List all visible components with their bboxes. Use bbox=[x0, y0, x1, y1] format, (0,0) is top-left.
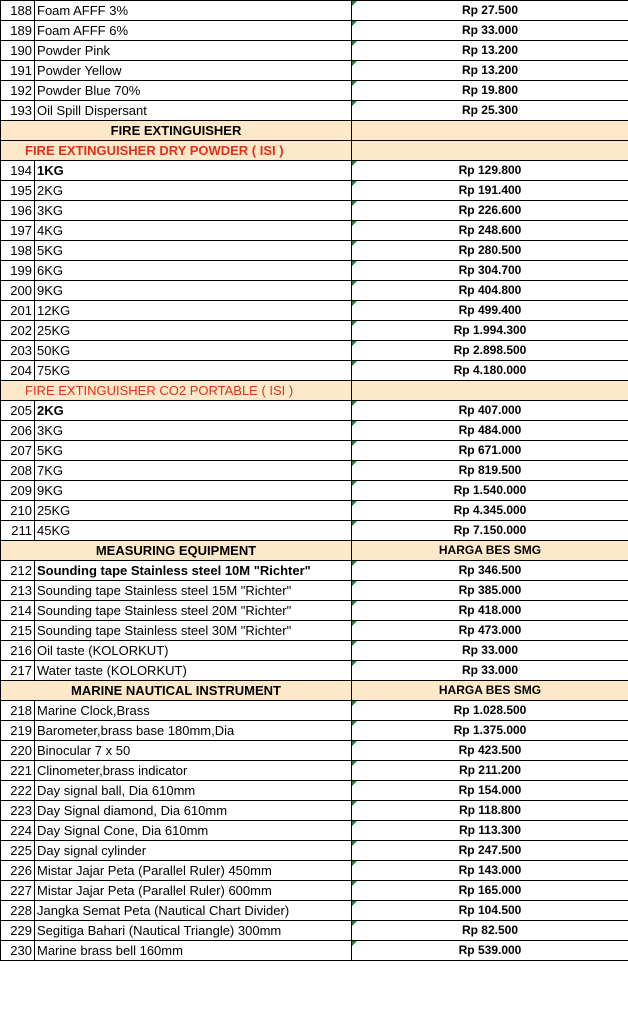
item-name-cell[interactable]: Sounding tape Stainless steel 20M "Richter" bbox=[35, 601, 352, 621]
item-price-cell[interactable]: Rp 211.200 bbox=[352, 761, 628, 781]
table-row bbox=[1, 941, 628, 961]
item-number-cell[interactable]: 226 bbox=[1, 861, 35, 881]
subsection-header-row bbox=[1, 381, 628, 401]
section-header-row bbox=[1, 121, 628, 141]
item-name-cell[interactable]: 5KG bbox=[35, 441, 352, 461]
price-list-body bbox=[1, 1, 628, 961]
item-price-cell[interactable]: Rp 248.600 bbox=[352, 221, 628, 241]
table-row bbox=[1, 281, 628, 301]
item-name-cell[interactable]: 2KG bbox=[35, 181, 352, 201]
section-title-cell[interactable]: FIRE EXTINGUISHER bbox=[1, 121, 352, 141]
subsection-empty-cell[interactable] bbox=[352, 141, 628, 161]
item-number-cell[interactable]: 197 bbox=[1, 221, 35, 241]
table-row bbox=[1, 41, 628, 61]
item-price-cell[interactable]: Rp 143.000 bbox=[352, 861, 628, 881]
item-number-cell[interactable]: 212 bbox=[1, 561, 35, 581]
table-row bbox=[1, 601, 628, 621]
item-number-cell[interactable]: 203 bbox=[1, 341, 35, 361]
table-row bbox=[1, 401, 628, 421]
item-number-cell[interactable]: 209 bbox=[1, 481, 35, 501]
item-price-cell[interactable]: Rp 25.300 bbox=[352, 101, 628, 121]
item-price-cell[interactable]: Rp 473.000 bbox=[352, 621, 628, 641]
item-price-cell[interactable]: Rp 7.150.000 bbox=[352, 521, 628, 541]
item-price-cell[interactable]: Rp 346.500 bbox=[352, 561, 628, 581]
item-name-cell[interactable]: Mistar Jajar Peta (Parallel Ruler) 600mm bbox=[35, 881, 352, 901]
item-price-cell[interactable]: Rp 13.200 bbox=[352, 61, 628, 81]
item-name-cell[interactable]: Segitiga Bahari (Nautical Triangle) 300mm bbox=[35, 921, 352, 941]
item-name-cell[interactable]: Water taste (KOLORKUT) bbox=[35, 661, 352, 681]
section-header-row bbox=[1, 541, 628, 561]
item-number-cell[interactable]: 207 bbox=[1, 441, 35, 461]
item-price-cell[interactable]: Rp 226.600 bbox=[352, 201, 628, 221]
table-row bbox=[1, 821, 628, 841]
item-number-cell[interactable]: 190 bbox=[1, 41, 35, 61]
item-price-cell[interactable]: Rp 404.800 bbox=[352, 281, 628, 301]
item-price-cell[interactable]: Rp 484.000 bbox=[352, 421, 628, 441]
item-price-cell[interactable]: Rp 4.345.000 bbox=[352, 501, 628, 521]
item-price-cell[interactable]: Rp 539.000 bbox=[352, 941, 628, 961]
table-row bbox=[1, 21, 628, 41]
section-title-cell[interactable]: MARINE NAUTICAL INSTRUMENT bbox=[1, 681, 352, 701]
item-number-cell[interactable]: 216 bbox=[1, 641, 35, 661]
item-price-cell[interactable]: Rp 280.500 bbox=[352, 241, 628, 261]
item-name-cell[interactable]: 5KG bbox=[35, 241, 352, 261]
item-name-cell[interactable]: Day signal cylinder bbox=[35, 841, 352, 861]
item-price-cell[interactable]: Rp 104.500 bbox=[352, 901, 628, 921]
item-name-cell[interactable]: 2KG bbox=[35, 401, 352, 421]
item-number-cell[interactable]: 210 bbox=[1, 501, 35, 521]
item-name-cell[interactable]: Powder Yellow bbox=[35, 61, 352, 81]
subsection-empty-cell[interactable] bbox=[352, 381, 628, 401]
item-name-cell[interactable]: Sounding tape Stainless steel 15M "Richter" bbox=[35, 581, 352, 601]
item-price-cell[interactable]: Rp 4.180.000 bbox=[352, 361, 628, 381]
section-price-header-cell[interactable] bbox=[352, 121, 628, 141]
item-number-cell[interactable]: 208 bbox=[1, 461, 35, 481]
item-number-cell[interactable]: 224 bbox=[1, 821, 35, 841]
item-number-cell[interactable]: 211 bbox=[1, 521, 35, 541]
table-row bbox=[1, 861, 628, 881]
item-number-cell[interactable]: 196 bbox=[1, 201, 35, 221]
item-name-cell[interactable]: 75KG bbox=[35, 361, 352, 381]
item-number-cell[interactable]: 191 bbox=[1, 61, 35, 81]
table-row bbox=[1, 741, 628, 761]
table-row bbox=[1, 841, 628, 861]
section-title-cell[interactable]: MEASURING EQUIPMENT bbox=[1, 541, 352, 561]
table-row bbox=[1, 641, 628, 661]
item-name-cell[interactable]: Day signal ball, Dia 610mm bbox=[35, 781, 352, 801]
item-price-cell[interactable]: Rp 1.994.300 bbox=[352, 321, 628, 341]
item-name-cell[interactable]: 50KG bbox=[35, 341, 352, 361]
item-name-cell[interactable]: Day Signal Cone, Dia 610mm bbox=[35, 821, 352, 841]
table-row bbox=[1, 101, 628, 121]
item-price-cell[interactable]: Rp 118.800 bbox=[352, 801, 628, 821]
table-row bbox=[1, 441, 628, 461]
item-name-cell[interactable]: 25KG bbox=[35, 501, 352, 521]
item-name-cell[interactable]: 25KG bbox=[35, 321, 352, 341]
item-name-cell[interactable]: Powder Blue 70% bbox=[35, 81, 352, 101]
item-price-cell[interactable]: Rp 33.000 bbox=[352, 641, 628, 661]
item-number-cell[interactable]: 227 bbox=[1, 881, 35, 901]
item-name-cell[interactable]: Marine brass bell 160mm bbox=[35, 941, 352, 961]
item-number-cell[interactable]: 204 bbox=[1, 361, 35, 381]
item-name-cell[interactable]: Sounding tape Stainless steel 10M "Richter" bbox=[35, 561, 352, 581]
item-price-cell[interactable]: Rp 2.898.500 bbox=[352, 341, 628, 361]
item-name-cell[interactable]: Sounding tape Stainless steel 30M "Richter" bbox=[35, 621, 352, 641]
item-price-cell[interactable]: Rp 1.028.500 bbox=[352, 701, 628, 721]
item-name-cell[interactable]: Mistar Jajar Peta (Parallel Ruler) 450mm bbox=[35, 861, 352, 881]
item-number-cell[interactable]: 198 bbox=[1, 241, 35, 261]
item-number-cell[interactable]: 223 bbox=[1, 801, 35, 821]
table-row bbox=[1, 1, 628, 21]
item-name-cell[interactable]: 4KG bbox=[35, 221, 352, 241]
item-number-cell[interactable]: 215 bbox=[1, 621, 35, 641]
item-price-cell[interactable]: Rp 27.500 bbox=[352, 1, 628, 21]
item-name-cell[interactable]: Oil Spill Dispersant bbox=[35, 101, 352, 121]
item-name-cell[interactable]: Barometer,brass base 180mm,Dia bbox=[35, 721, 352, 741]
table-row bbox=[1, 61, 628, 81]
table-row bbox=[1, 761, 628, 781]
table-row bbox=[1, 261, 628, 281]
item-number-cell[interactable]: 229 bbox=[1, 921, 35, 941]
subsection-title-cell[interactable]: FIRE EXTINGUISHER DRY POWDER ( ISI ) bbox=[1, 141, 352, 161]
item-number-cell[interactable]: 214 bbox=[1, 601, 35, 621]
item-name-cell[interactable]: 9KG bbox=[35, 281, 352, 301]
item-number-cell[interactable]: 193 bbox=[1, 101, 35, 121]
item-name-cell[interactable]: 12KG bbox=[35, 301, 352, 321]
table-row bbox=[1, 301, 628, 321]
item-name-cell[interactable]: Powder Pink bbox=[35, 41, 352, 61]
table-row bbox=[1, 521, 628, 541]
item-number-cell[interactable]: 230 bbox=[1, 941, 35, 961]
subsection-title-cell[interactable]: FIRE EXTINGUISHER CO2 PORTABLE ( ISI ) bbox=[1, 381, 352, 401]
table-row bbox=[1, 721, 628, 741]
table-row bbox=[1, 321, 628, 341]
item-number-cell[interactable]: 205 bbox=[1, 401, 35, 421]
item-number-cell[interactable]: 217 bbox=[1, 661, 35, 681]
item-name-cell[interactable]: 3KG bbox=[35, 201, 352, 221]
table-row bbox=[1, 561, 628, 581]
section-price-header-cell[interactable]: HARGA BES SMG bbox=[352, 541, 628, 561]
item-number-cell[interactable]: 213 bbox=[1, 581, 35, 601]
item-name-cell[interactable]: 6KG bbox=[35, 261, 352, 281]
item-number-cell[interactable]: 222 bbox=[1, 781, 35, 801]
item-name-cell[interactable]: 3KG bbox=[35, 421, 352, 441]
item-number-cell[interactable]: 200 bbox=[1, 281, 35, 301]
item-number-cell[interactable]: 195 bbox=[1, 181, 35, 201]
table-row bbox=[1, 921, 628, 941]
item-price-cell[interactable]: Rp 154.000 bbox=[352, 781, 628, 801]
table-row bbox=[1, 181, 628, 201]
table-row bbox=[1, 781, 628, 801]
item-name-cell[interactable]: Binocular 7 x 50 bbox=[35, 741, 352, 761]
item-number-cell[interactable]: 228 bbox=[1, 901, 35, 921]
item-price-cell[interactable]: Rp 423.500 bbox=[352, 741, 628, 761]
item-number-cell[interactable]: 220 bbox=[1, 741, 35, 761]
item-number-cell[interactable]: 188 bbox=[1, 1, 35, 21]
item-price-cell[interactable]: Rp 129.800 bbox=[352, 161, 628, 181]
item-number-cell[interactable]: 199 bbox=[1, 261, 35, 281]
table-row bbox=[1, 461, 628, 481]
item-name-cell[interactable]: 9KG bbox=[35, 481, 352, 501]
item-name-cell[interactable]: 7KG bbox=[35, 461, 352, 481]
table-row bbox=[1, 201, 628, 221]
item-price-cell[interactable]: Rp 1.375.000 bbox=[352, 721, 628, 741]
item-name-cell[interactable]: Marine Clock,Brass bbox=[35, 701, 352, 721]
item-name-cell[interactable]: 45KG bbox=[35, 521, 352, 541]
item-number-cell[interactable]: 221 bbox=[1, 761, 35, 781]
item-name-cell[interactable]: Oil taste (KOLORKUT) bbox=[35, 641, 352, 661]
item-name-cell[interactable]: 1KG bbox=[35, 161, 352, 181]
subsection-header-row bbox=[1, 141, 628, 161]
table-row bbox=[1, 221, 628, 241]
table-row bbox=[1, 421, 628, 441]
item-number-cell[interactable]: 225 bbox=[1, 841, 35, 861]
item-price-cell[interactable]: Rp 407.000 bbox=[352, 401, 628, 421]
table-row bbox=[1, 581, 628, 601]
item-price-cell[interactable]: Rp 1.540.000 bbox=[352, 481, 628, 501]
table-row bbox=[1, 701, 628, 721]
item-price-cell[interactable]: Rp 385.000 bbox=[352, 581, 628, 601]
item-name-cell[interactable]: Foam AFFF 6% bbox=[35, 21, 352, 41]
table-row bbox=[1, 161, 628, 181]
item-price-cell[interactable]: Rp 671.000 bbox=[352, 441, 628, 461]
item-price-cell[interactable]: Rp 165.000 bbox=[352, 881, 628, 901]
table-row bbox=[1, 661, 628, 681]
item-price-cell[interactable]: Rp 247.500 bbox=[352, 841, 628, 861]
table-row bbox=[1, 81, 628, 101]
item-price-cell[interactable]: Rp 304.700 bbox=[352, 261, 628, 281]
item-number-cell[interactable]: 219 bbox=[1, 721, 35, 741]
item-number-cell[interactable]: 189 bbox=[1, 21, 35, 41]
table-row bbox=[1, 361, 628, 381]
table-row bbox=[1, 341, 628, 361]
item-price-cell[interactable]: Rp 82.500 bbox=[352, 921, 628, 941]
item-price-cell[interactable]: Rp 499.400 bbox=[352, 301, 628, 321]
table-row bbox=[1, 501, 628, 521]
table-row bbox=[1, 801, 628, 821]
item-name-cell[interactable]: Jangka Semat Peta (Nautical Chart Divider) bbox=[35, 901, 352, 921]
item-price-cell[interactable]: Rp 418.000 bbox=[352, 601, 628, 621]
table-row bbox=[1, 621, 628, 641]
section-price-header-cell[interactable]: HARGA BES SMG bbox=[352, 681, 628, 701]
table-row bbox=[1, 881, 628, 901]
item-name-cell[interactable]: Day Signal diamond, Dia 610mm bbox=[35, 801, 352, 821]
item-price-cell[interactable]: Rp 13.200 bbox=[352, 41, 628, 61]
item-price-cell[interactable]: Rp 33.000 bbox=[352, 21, 628, 41]
item-number-cell[interactable]: 206 bbox=[1, 421, 35, 441]
table-row bbox=[1, 241, 628, 261]
item-number-cell[interactable]: 201 bbox=[1, 301, 35, 321]
item-price-cell[interactable]: Rp 819.500 bbox=[352, 461, 628, 481]
table-row bbox=[1, 481, 628, 501]
section-header-row bbox=[1, 681, 628, 701]
item-number-cell[interactable]: 194 bbox=[1, 161, 35, 181]
item-price-cell[interactable]: Rp 113.300 bbox=[352, 821, 628, 841]
item-name-cell[interactable]: Foam AFFF 3% bbox=[35, 1, 352, 21]
item-number-cell[interactable]: 192 bbox=[1, 81, 35, 101]
item-price-cell[interactable]: Rp 19.800 bbox=[352, 81, 628, 101]
item-number-cell[interactable]: 218 bbox=[1, 701, 35, 721]
item-price-cell[interactable]: Rp 33.000 bbox=[352, 661, 628, 681]
table-row bbox=[1, 901, 628, 921]
item-number-cell[interactable]: 202 bbox=[1, 321, 35, 341]
item-name-cell[interactable]: Clinometer,brass indicator bbox=[35, 761, 352, 781]
item-price-cell[interactable]: Rp 191.400 bbox=[352, 181, 628, 201]
